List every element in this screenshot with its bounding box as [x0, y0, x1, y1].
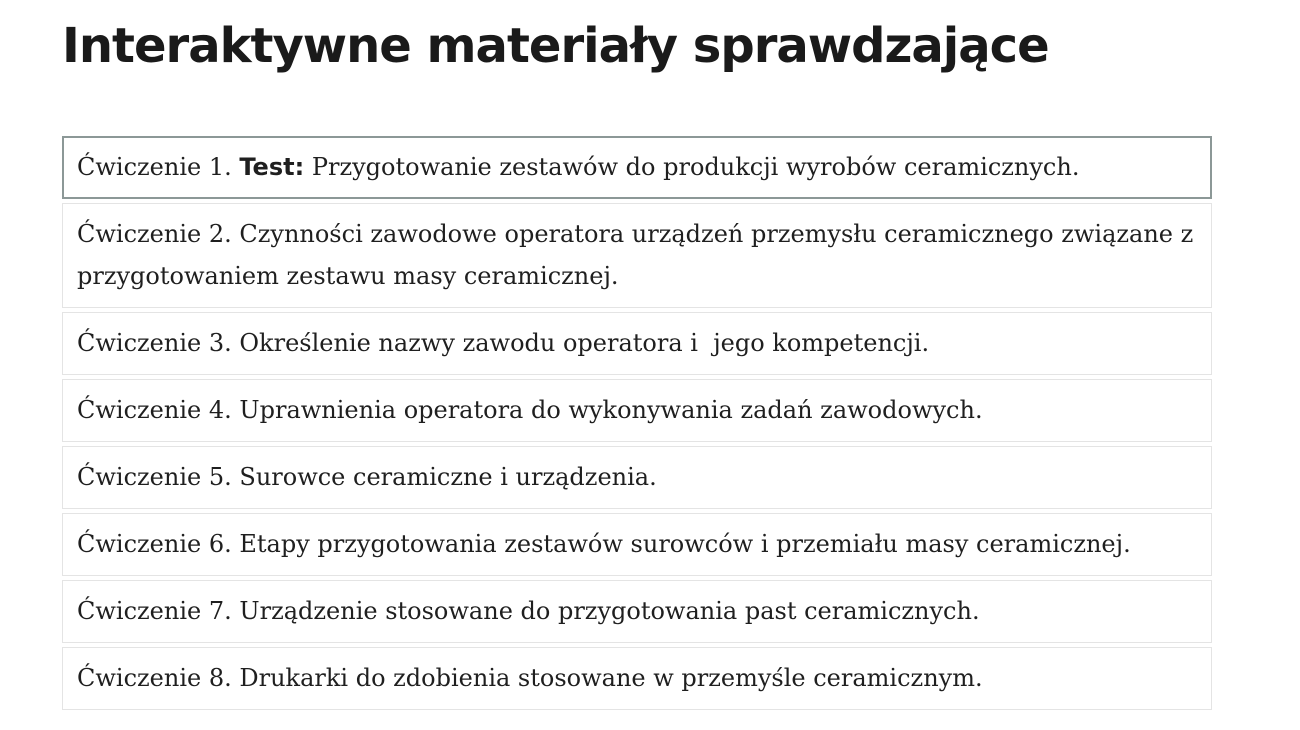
exercise-title: Etapy przygotowania zestawów surowców i przemiału masy ceramicznej. — [239, 530, 1131, 558]
exercise-number: Ćwiczenie 2. — [77, 220, 232, 248]
exercise-number: Ćwiczenie 7. — [77, 597, 232, 625]
exercise-title: Drukarki do zdobienia stosowane w przemyśle ceramicznym. — [239, 664, 983, 692]
exercise-item-7[interactable] — [62, 580, 1212, 643]
exercise-number: Ćwiczenie 8. — [77, 664, 232, 692]
exercise-item-3[interactable] — [62, 312, 1212, 375]
exercise-title: Surowce ceramiczne i urządzenia. — [239, 463, 657, 491]
test-label: Test: — [239, 153, 305, 181]
exercise-number: Ćwiczenie 4. — [77, 396, 232, 424]
exercise-number: Ćwiczenie 3. — [77, 329, 232, 357]
exercise-item-2[interactable] — [62, 203, 1212, 308]
exercise-title: Urządzenie stosowane do przygotowania past ceramicznych. — [239, 597, 980, 625]
exercise-item-8[interactable] — [62, 647, 1212, 710]
exercise-item-4[interactable] — [62, 379, 1212, 442]
exercise-number: Ćwiczenie 6. — [77, 530, 232, 558]
exercise-number: Ćwiczenie 1. — [77, 153, 232, 181]
exercise-title: Określenie nazwy zawodu operatora i jego kompetencji. — [239, 329, 930, 357]
exercise-title: Uprawnienia operatora do wykonywania zadań zawodowych. — [239, 396, 983, 424]
exercise-item-1[interactable] — [62, 136, 1212, 199]
exercise-list — [62, 136, 1212, 714]
exercise-number: Ćwiczenie 5. — [77, 463, 232, 491]
exercise-item-5[interactable] — [62, 446, 1212, 509]
page-title: Interaktywne materiały sprawdzające — [62, 18, 1049, 74]
exercise-title: Przygotowanie zestawów do produkcji wyrobów ceramicznych. — [311, 153, 1080, 181]
exercise-item-6[interactable] — [62, 513, 1212, 576]
exercise-title: Czynności zawodowe operatora urządzeń przemysłu ceramicznego związane z przygotowaniem zestawu masy ceramicznej. — [77, 220, 1194, 290]
